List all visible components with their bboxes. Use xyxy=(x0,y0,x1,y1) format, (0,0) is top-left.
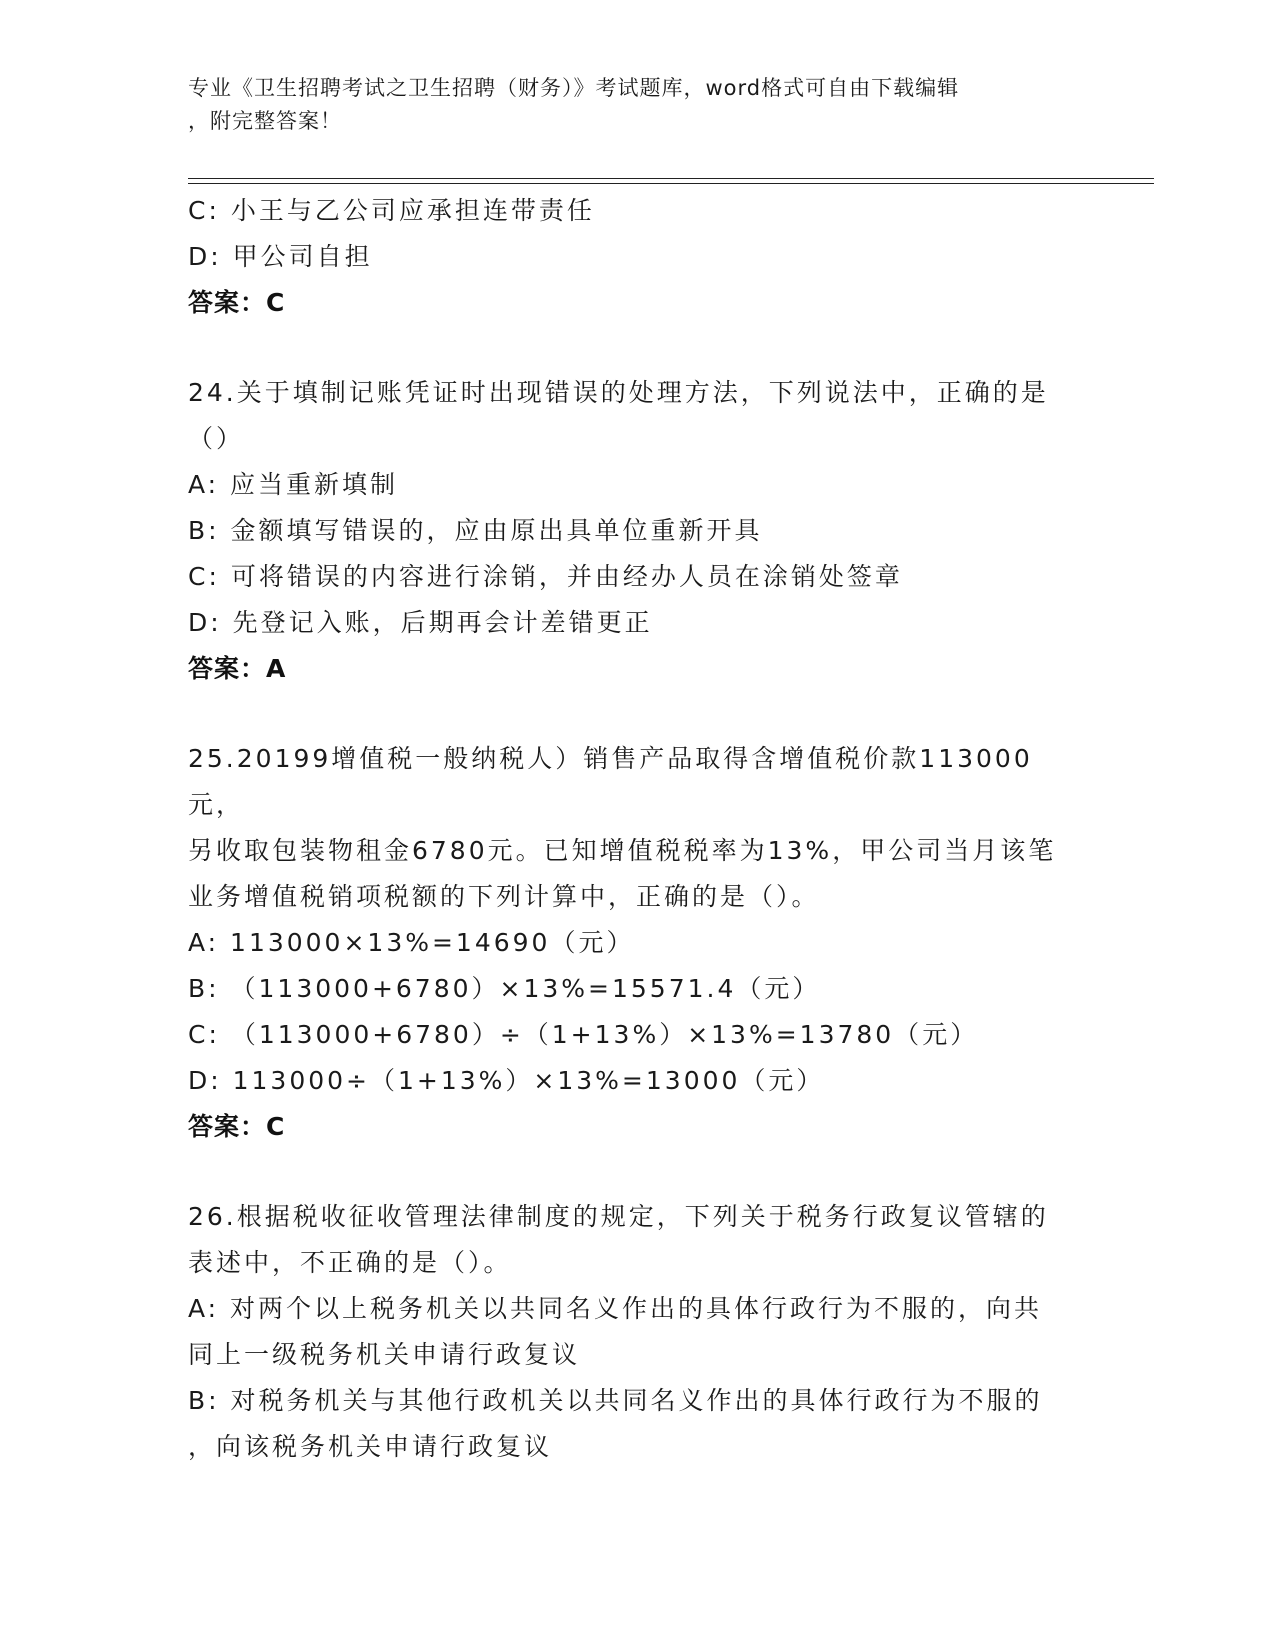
answer-label: 答案：C xyxy=(188,288,286,317)
spacer xyxy=(188,326,1088,370)
question-text-line: 25.20199增值税一般纳税人）销售产品取得含增值税价款113000元， xyxy=(188,744,1033,819)
option-c: C: 可将错误的内容进行涂销，并由经办人员在涂销处签章 xyxy=(188,562,903,591)
answer-label: 答案：A xyxy=(188,654,287,683)
spacer xyxy=(188,1150,1088,1194)
option-b-continued: ，向该税务机关申请行政复议 xyxy=(188,1432,553,1461)
header-line-2: ，附完整答案！ xyxy=(188,109,342,133)
option-b: B: 对税务机关与其他行政机关以共同名义作出的具体行政行为不服的 xyxy=(188,1386,1043,1415)
question-23-continued xyxy=(188,188,1088,326)
option-a: A: 对两个以上税务机关以共同名义作出的具体行政行为不服的，向共 xyxy=(188,1294,1043,1323)
option-c: C: （113000+6780）÷（1+13%）×13%=13780（元） xyxy=(188,1020,979,1049)
option-b: B: （113000+6780）×13%=15571.4（元） xyxy=(188,974,821,1003)
question-25 xyxy=(188,736,1088,1150)
spacer xyxy=(188,692,1088,736)
question-text-line: 业务增值税销项税额的下列计算中，正确的是（）。 xyxy=(188,882,820,911)
option-d: D: 先登记入账，后期再会计差错更正 xyxy=(188,608,653,637)
option-a: A: 应当重新填制 xyxy=(188,470,399,499)
option-d: D: 113000÷（1+13%）×13%=13000（元） xyxy=(188,1066,825,1095)
header-divider-bottom xyxy=(188,183,1154,184)
question-text-line: 另收取包装物租金6780元。已知增值税税率为13%，甲公司当月该笔 xyxy=(188,836,1057,865)
header-divider-top xyxy=(188,178,1154,179)
option-d: D: 甲公司自担 xyxy=(188,242,373,271)
question-text-line: 24.关于填制记账凭证时出现错误的处理方法，下列说法中，正确的是 xyxy=(188,378,1049,407)
option-b: B: 金额填写错误的，应由原出具单位重新开具 xyxy=(188,516,763,545)
question-text-line: （） xyxy=(188,424,245,453)
question-content xyxy=(188,188,1088,1470)
question-26 xyxy=(188,1194,1088,1470)
option-c: C: 小王与乙公司应承担连带责任 xyxy=(188,196,595,225)
option-a-continued: 同上一级税务机关申请行政复议 xyxy=(188,1340,581,1369)
page-header xyxy=(188,72,1088,138)
question-text-line: 表述中，不正确的是（）。 xyxy=(188,1248,512,1277)
option-a: A: 113000×13%=14690（元） xyxy=(188,928,635,957)
question-text-line: 26.根据税收征收管理法律制度的规定，下列关于税务行政复议管辖的 xyxy=(188,1202,1049,1231)
header-line-1: 专业《卫生招聘考试之卫生招聘（财务）》考试题库，word格式可自由下载编辑 xyxy=(188,76,960,100)
question-24 xyxy=(188,370,1088,692)
answer-label: 答案：C xyxy=(188,1112,286,1141)
